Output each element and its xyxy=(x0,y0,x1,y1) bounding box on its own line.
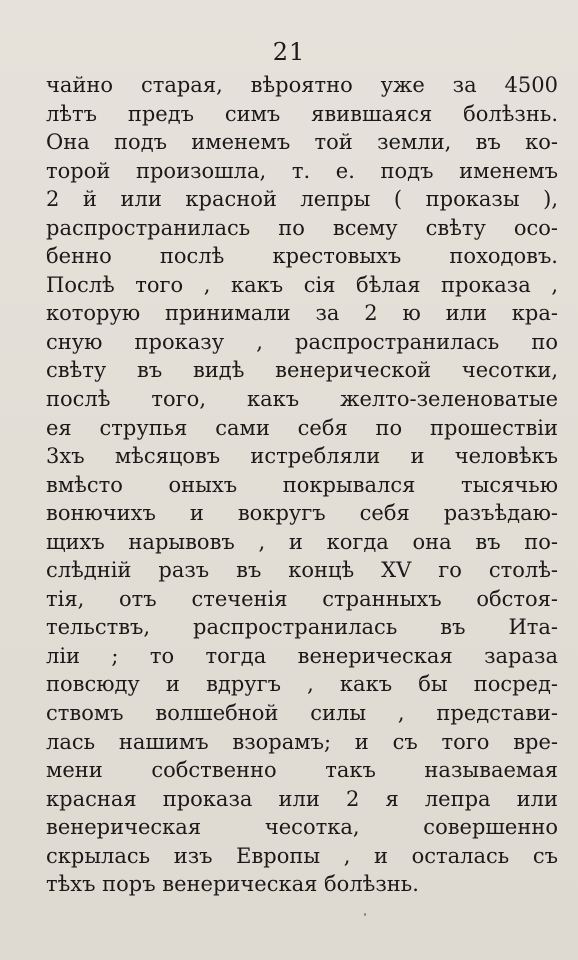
text-line: Она подъ именемъ той земли, въ ко- xyxy=(46,130,558,155)
text-line: ея струпья сами себя по прошествіи xyxy=(46,415,558,440)
text-line: 3хъ мѣсяцовъ истребляли и человѣкъ xyxy=(46,444,558,469)
text-line: свѣту въ видѣ венерической чесотки, xyxy=(46,358,558,383)
text-line: ствомъ волшебной силы , представи- xyxy=(46,701,558,726)
text-line: торой произошла, т. е. подъ именемъ xyxy=(46,158,558,183)
text-line: вонючихъ и вокругъ себя разъѣдаю- xyxy=(46,501,558,526)
text-line: лѣтъ предъ симъ явившаяся болѣзнь. xyxy=(46,101,558,126)
text-line: тельствъ, распространилась въ Ита- xyxy=(46,615,558,640)
text-line: слѣдній разъ въ концѣ XV го столѣ- xyxy=(46,558,558,583)
text-line: ліи ; то тогда венерическая зараза xyxy=(46,643,558,668)
text-line: сную проказу , распространилась по xyxy=(46,329,558,354)
text-line: которую принимали за 2 ю или кра- xyxy=(46,301,558,326)
body-text xyxy=(46,71,558,899)
text-line: чайно старая, вѣроятно уже за 4500 xyxy=(46,73,558,97)
text-line: Послѣ того , какъ сія бѣлая проказа , xyxy=(46,272,558,297)
text-line: красная проказа или 2 я лепра или xyxy=(46,786,558,811)
text-line: мени собственно такъ называемая xyxy=(46,758,558,783)
text-line: лась нашимъ взорамъ; и съ того вре- xyxy=(46,729,558,754)
text-line: скрылась изъ Европы , и осталась съ xyxy=(46,843,558,868)
text-line: бенно послѣ крестовыхъ походовъ. xyxy=(46,244,558,269)
page-number: 21 xyxy=(272,38,306,66)
text-line: тія, отъ стеченія странныхъ обстоя- xyxy=(46,586,558,611)
paper-speck xyxy=(364,913,366,916)
text-line: 2 й или красной лепры ( проказы ), xyxy=(46,187,558,212)
text-line: распространилась по всему свѣту осо- xyxy=(46,215,558,240)
text-line: тѣхъ поръ венерическая болѣзнь. xyxy=(46,872,419,897)
text-line: повсюду и вдругъ , какъ бы посред- xyxy=(46,672,558,697)
text-line: венерическая чесотка, совершенно xyxy=(46,815,558,840)
text-line: вмѣсто оныхъ покрывался тысячью xyxy=(46,472,558,497)
text-line: щихъ нарывовъ , и когда она въ по- xyxy=(46,529,558,554)
text-line: послѣ того, какъ желто-зеленоватые xyxy=(46,387,558,412)
